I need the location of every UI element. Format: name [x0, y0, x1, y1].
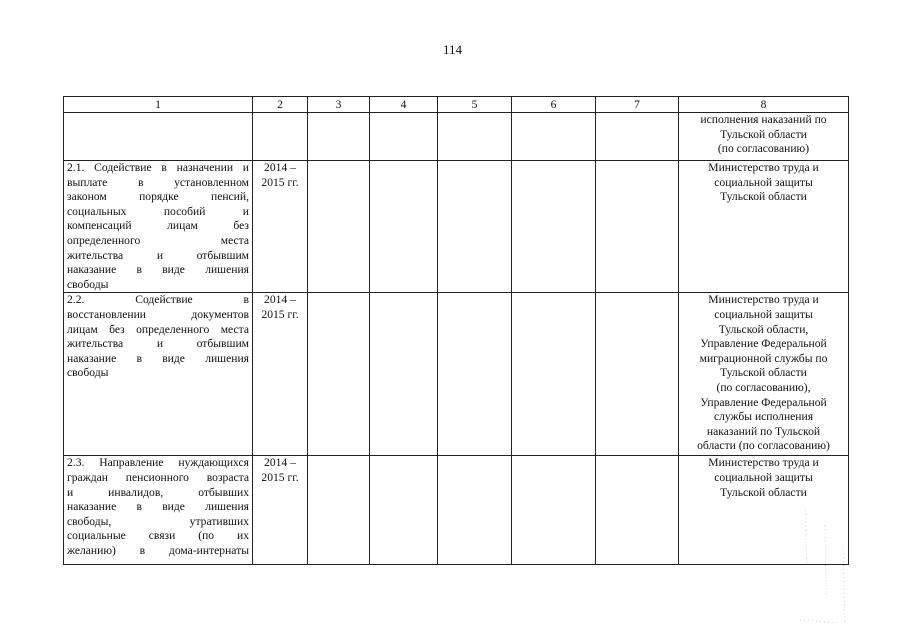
empty-cell	[370, 113, 438, 161]
column-header: 4	[370, 97, 438, 113]
description-line: социальные связи (по их	[67, 529, 249, 543]
executor-cell: Министерство труда и социальной защиты Тульской области, Управление Федеральной миграционной службы по Тульской области (по согласованию), Управление Федеральной службы исполнения наказаний по Тульской области (по согласованию)	[679, 293, 849, 456]
empty-cell	[512, 456, 596, 565]
page-number: 114	[442, 42, 463, 57]
description-line: выплате в установленном	[67, 175, 249, 189]
table-row	[64, 293, 849, 456]
empty-cell	[596, 293, 679, 456]
empty-cell	[596, 113, 679, 161]
description-line: восстановлении документов	[67, 307, 249, 321]
description-line: граждан пенсионного возраста	[67, 470, 249, 484]
period-cell: 2014 – 2015 гг.	[253, 293, 308, 456]
header-row	[64, 97, 849, 113]
description-line: наказание в виде лишения	[67, 500, 249, 514]
description-cell	[64, 161, 253, 293]
description-line: свободы	[67, 366, 109, 380]
scan-artifact	[795, 505, 855, 630]
empty-cell	[512, 113, 596, 161]
column-header: 6	[512, 97, 596, 113]
empty-cell	[438, 161, 512, 293]
executor-cell: Министерство труда и социальной защиты Тульской области	[679, 456, 849, 565]
empty-cell	[512, 293, 596, 456]
empty-cell	[308, 113, 370, 161]
empty-cell	[438, 293, 512, 456]
table-row-continuation	[64, 113, 849, 161]
description-line: свободы	[67, 277, 109, 291]
empty-cell	[370, 293, 438, 456]
description-line: определенного места	[67, 233, 249, 247]
column-header: 7	[596, 97, 679, 113]
empty-cell	[308, 161, 370, 293]
description-line: 2.3. Направление нуждающихся	[67, 456, 249, 470]
description-cell	[64, 456, 253, 565]
empty-cell	[596, 161, 679, 293]
description-line: социальных пособий и	[67, 204, 249, 218]
description-line: законом порядке пенсий,	[67, 190, 249, 204]
description-cell	[64, 113, 253, 161]
period-cell: 2014 – 2015 гг.	[253, 161, 308, 293]
empty-cell	[596, 456, 679, 565]
empty-cell	[308, 456, 370, 565]
column-header: 3	[308, 97, 370, 113]
column-header: 8	[679, 97, 849, 113]
description-line: компенсаций лицам без	[67, 219, 249, 233]
description-line: жительства и отбывшим	[67, 248, 249, 262]
empty-cell	[438, 113, 512, 161]
description-line: наказание в виде лишения	[67, 263, 249, 277]
table-row	[64, 456, 849, 565]
description-line: желанию) в дома-интернаты	[67, 543, 249, 557]
empty-cell	[308, 293, 370, 456]
period-cell: 2014 – 2015 гг.	[253, 456, 308, 565]
empty-cell	[438, 456, 512, 565]
table-row	[64, 161, 849, 293]
column-header: 1	[64, 97, 253, 113]
period-cell	[253, 113, 308, 161]
description-line: 2.2. Содействие в	[67, 293, 249, 307]
description-line: жительства и отбывшим	[67, 337, 249, 351]
empty-cell	[370, 161, 438, 293]
description-cell	[64, 293, 253, 456]
description-line: и инвалидов, отбывших	[67, 485, 249, 499]
empty-cell	[370, 456, 438, 565]
description-line: наказание в виде лишения	[67, 351, 249, 365]
executor-cell: Министерство труда и социальной защиты Тульской области	[679, 161, 849, 293]
column-header: 2	[253, 97, 308, 113]
empty-cell	[512, 161, 596, 293]
description-line: лицам без определенного места	[67, 322, 249, 336]
description-line: 2.1. Содействие в назначении и	[67, 161, 249, 174]
column-header: 5	[438, 97, 512, 113]
description-line: свободы, утративших	[67, 514, 249, 528]
measures-table	[63, 96, 849, 565]
executor-cell: исполнения наказаний по Тульской области (по согласованию)	[679, 113, 849, 161]
